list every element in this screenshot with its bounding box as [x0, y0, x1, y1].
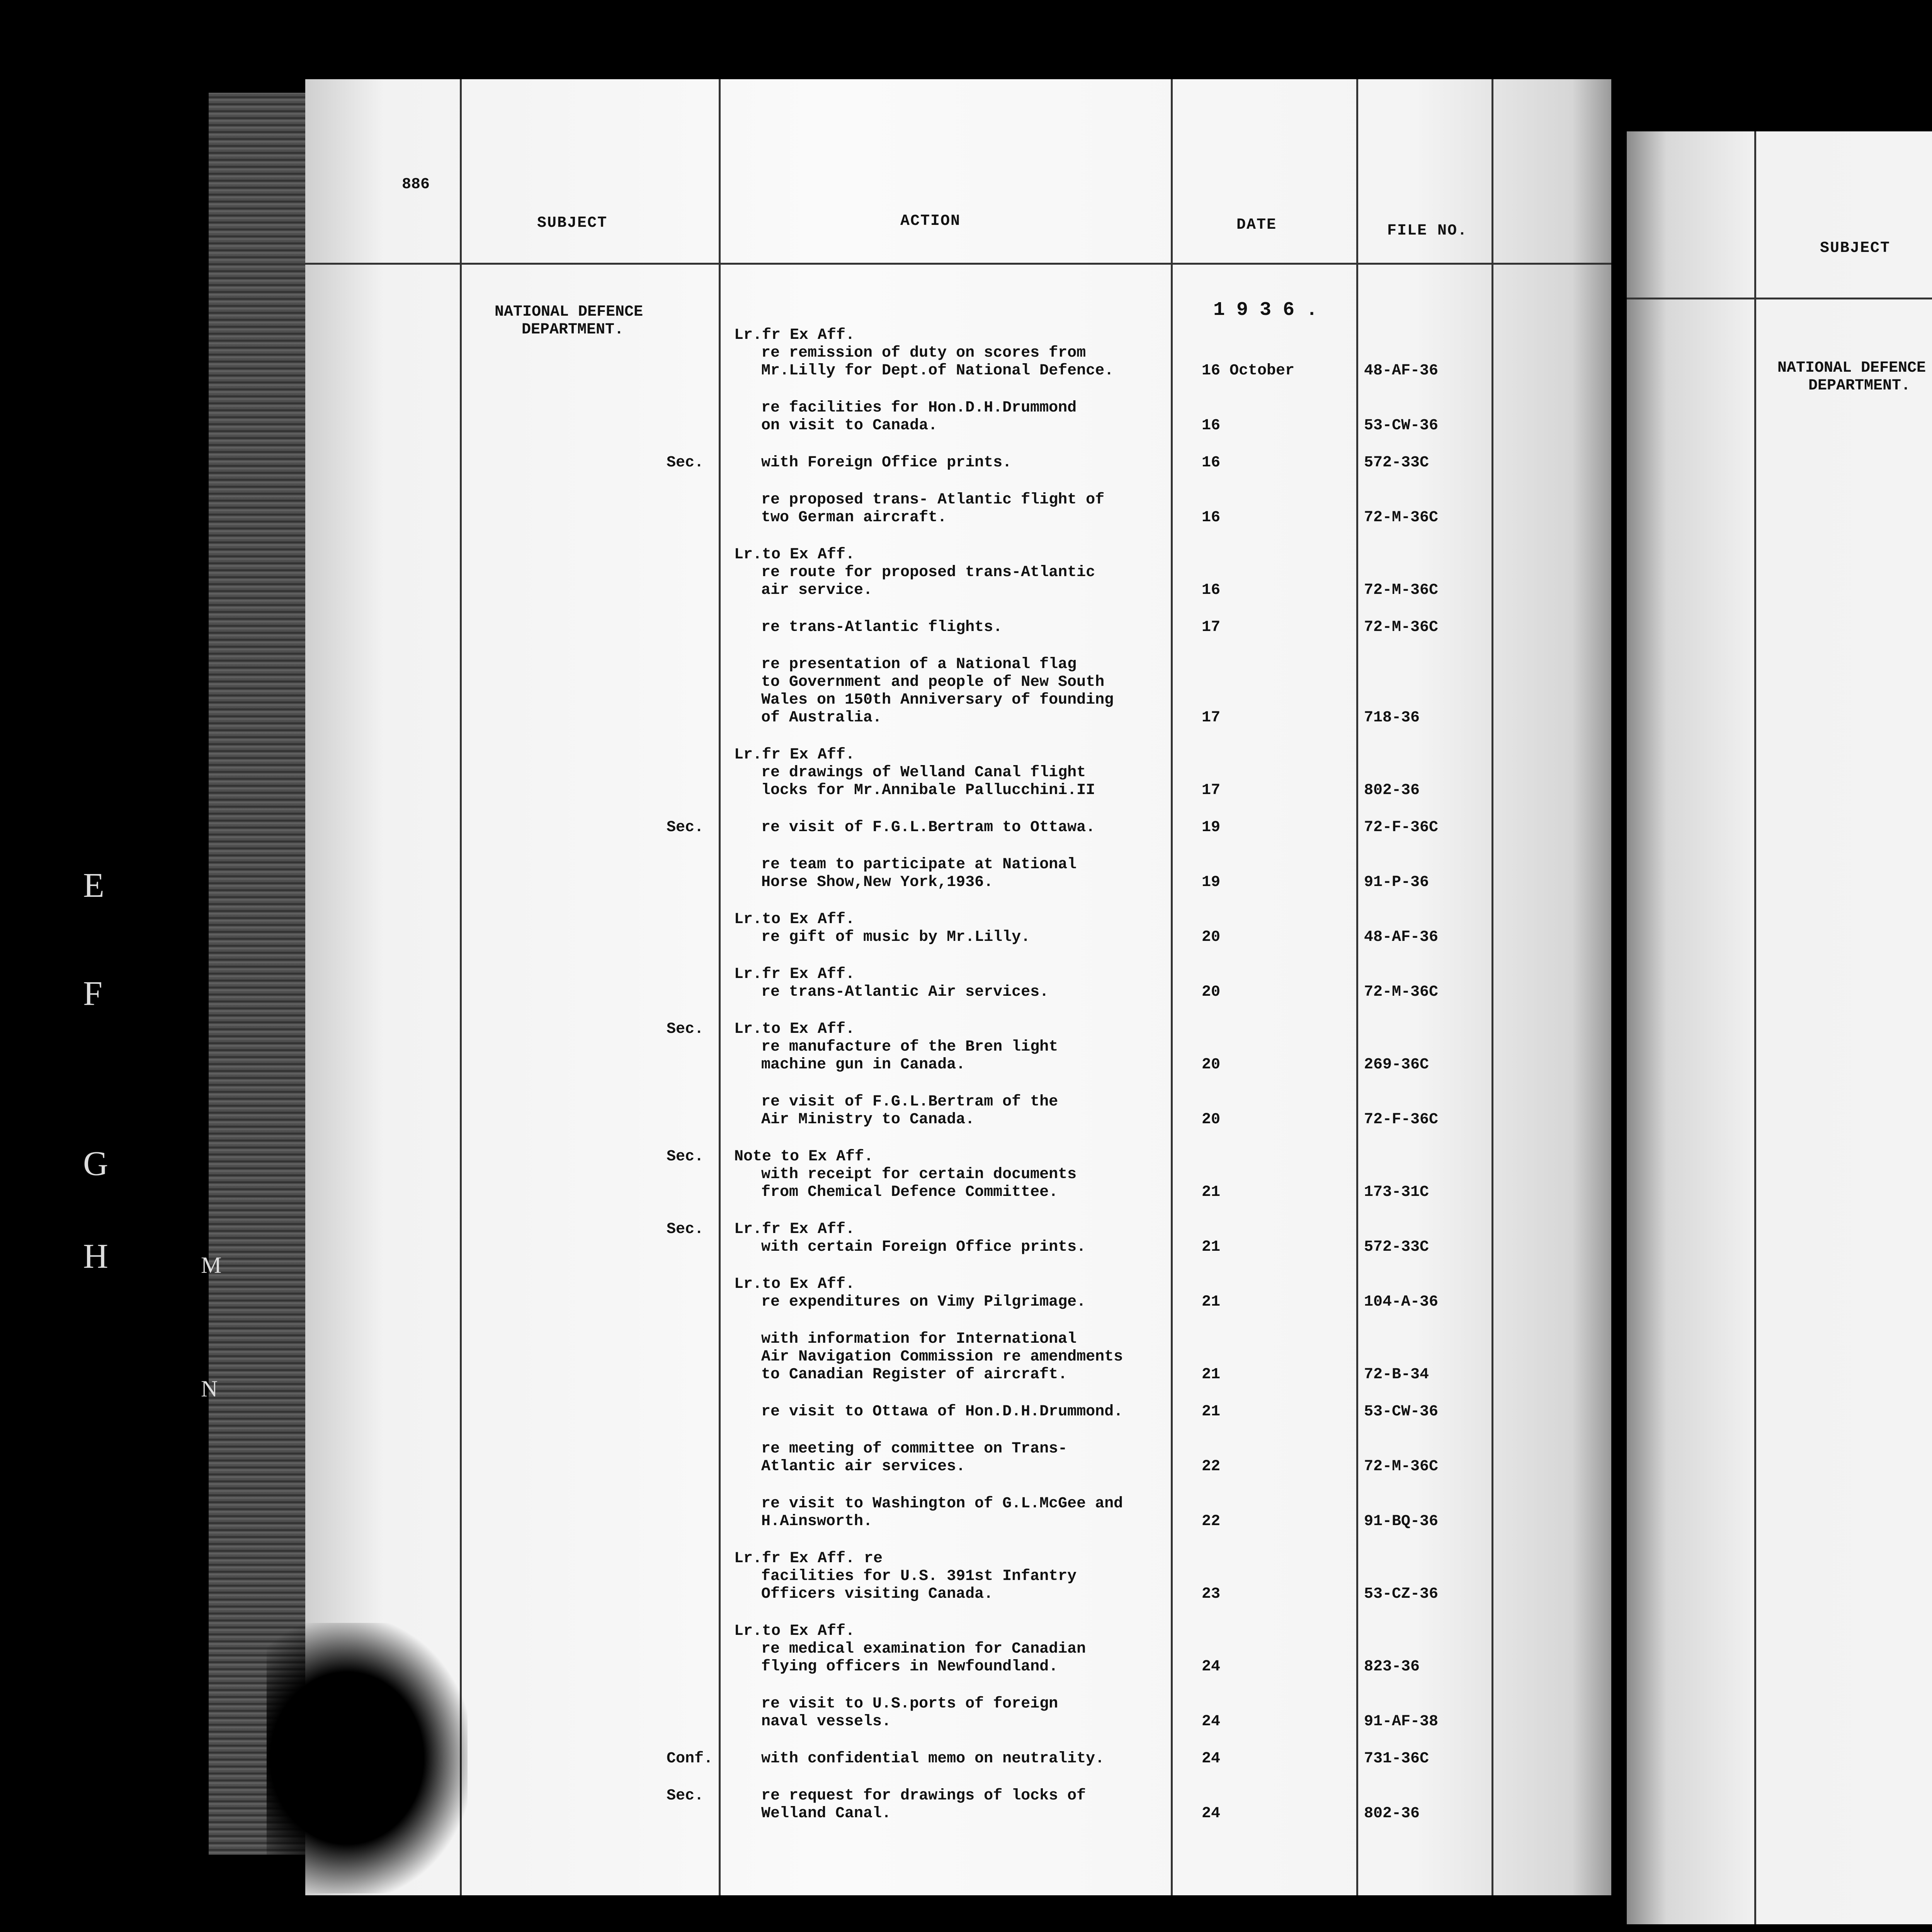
action-line: re route for proposed trans-Atlantic	[761, 564, 1095, 581]
action-line: re visit of F.G.L.Bertram of the	[761, 1093, 1058, 1111]
security-mark: Sec.	[667, 1221, 704, 1238]
action-line: re remission of duty on scores from	[761, 344, 1086, 362]
entry-file-no: 104-A-36	[1364, 1293, 1439, 1311]
header-date: DATE	[1236, 216, 1277, 234]
book-page-edges	[209, 93, 305, 1855]
action-line: of Australia.	[761, 709, 882, 726]
entry-date: 21	[1202, 1184, 1221, 1201]
action-line: re request for drawings of locks of	[761, 1787, 1086, 1804]
action-line: with Foreign Office prints.	[761, 454, 1012, 471]
entry-file-no: 72-M-36C	[1364, 509, 1439, 526]
entry-file-no: 53-CW-36	[1364, 1403, 1439, 1420]
action-line: Wales on 150th Anniversary of founding	[761, 691, 1114, 709]
entry-date: 17	[1202, 619, 1221, 636]
security-mark: Sec.	[667, 819, 704, 836]
action-line: re proposed trans- Atlantic flight of	[761, 491, 1105, 509]
header-file-no: FILE NO.	[1387, 222, 1468, 240]
action-line: Air Navigation Commission re amendments	[761, 1348, 1123, 1366]
action-line: re expenditures on Vimy Pilgrimage.	[761, 1293, 1086, 1311]
action-line: re facilities for Hon.D.H.Drummond	[761, 399, 1077, 417]
action-line: re trans-Atlantic flights.	[761, 619, 1003, 636]
action-line: to Government and people of New South	[761, 673, 1105, 691]
margin-letter: G	[83, 1145, 108, 1183]
action-line: Lr.to Ex Aff.	[734, 1622, 855, 1640]
action-line: re meeting of committee on Trans-	[761, 1440, 1068, 1458]
column-rule	[1171, 79, 1173, 1895]
entry-file-no: 72-M-36C	[1364, 1458, 1439, 1475]
action-line: facilities for U.S. 391st Infantry	[761, 1568, 1077, 1585]
action-line: Lr.fr Ex Aff.	[734, 746, 855, 764]
column-rule	[1492, 79, 1493, 1895]
action-line: Atlantic air services.	[761, 1458, 966, 1475]
margin-letter: H	[83, 1237, 108, 1276]
entry-file-no: 72-F-36C	[1364, 819, 1439, 836]
entry-date: 20	[1202, 1056, 1221, 1073]
left-ledger-page	[305, 79, 1611, 1895]
action-line: Lr.to Ex Aff.	[734, 1276, 855, 1293]
entry-file-no: 802-36	[1364, 1805, 1420, 1822]
entry-file-no: 802-36	[1364, 782, 1420, 799]
action-line: with receipt for certain documents	[761, 1166, 1077, 1183]
entry-date: 22	[1202, 1513, 1221, 1530]
entry-date: 24	[1202, 1805, 1221, 1822]
entry-date: 24	[1202, 1750, 1221, 1767]
entry-date: 16	[1202, 454, 1221, 471]
margin-letter: N	[201, 1376, 218, 1401]
action-line: with confidential memo on neutrality.	[761, 1750, 1105, 1767]
entry-file-no: 173-31C	[1364, 1184, 1429, 1201]
margin-letter: E	[83, 866, 104, 905]
action-line: Air Ministry to Canada.	[761, 1111, 975, 1128]
header-subject: SUBJECT	[1820, 240, 1891, 257]
entry-date: 16 October	[1202, 362, 1295, 379]
entry-file-no: 91-AF-38	[1364, 1713, 1439, 1730]
action-line: re visit to U.S.ports of foreign	[761, 1695, 1058, 1713]
action-line: re gift of music by Mr.Lilly.	[761, 929, 1031, 946]
entry-date: 24	[1202, 1713, 1221, 1730]
entry-date: 20	[1202, 983, 1221, 1001]
action-line: Lr.to Ex Aff.	[734, 546, 855, 563]
entry-file-no: 72-M-36C	[1364, 582, 1439, 599]
security-mark: Sec.	[667, 1148, 704, 1165]
header-rule	[305, 263, 1611, 265]
entry-file-no: 72-F-36C	[1364, 1111, 1439, 1128]
entry-file-no: 48-AF-36	[1364, 362, 1439, 379]
action-line: Officers visiting Canada.	[761, 1585, 993, 1603]
entry-file-no: 48-AF-36	[1364, 929, 1439, 946]
action-line: with certain Foreign Office prints.	[761, 1238, 1086, 1256]
entry-date: 19	[1202, 874, 1221, 891]
entry-file-no: 731-36C	[1364, 1750, 1429, 1767]
entry-file-no: 72-M-36C	[1364, 619, 1439, 636]
action-line: Lr.fr Ex Aff.	[734, 966, 855, 983]
entry-file-no: 572-33C	[1364, 1238, 1429, 1256]
action-line: machine gun in Canada.	[761, 1056, 966, 1073]
entry-file-no: 72-M-36C	[1364, 983, 1439, 1001]
entry-date: 22	[1202, 1458, 1221, 1475]
header-subject: SUBJECT	[537, 214, 608, 232]
action-line: re medical examination for Canadian	[761, 1640, 1086, 1658]
entry-date: 21	[1202, 1403, 1221, 1420]
entry-file-no: 718-36	[1364, 709, 1420, 726]
entry-date: 23	[1202, 1585, 1221, 1603]
action-line: air service.	[761, 582, 873, 599]
action-line: Lr.to Ex Aff.	[734, 911, 855, 928]
column-rule	[1356, 79, 1358, 1895]
action-line: re manufacture of the Bren light	[761, 1038, 1058, 1056]
entry-date: 20	[1202, 929, 1221, 946]
entry-file-no: 91-BQ-36	[1364, 1513, 1439, 1530]
action-line: two German aircraft.	[761, 509, 947, 526]
security-mark: Sec.	[667, 1787, 704, 1804]
header-action: ACTION	[900, 213, 961, 230]
security-mark: Sec.	[667, 454, 704, 471]
entry-date: 20	[1202, 1111, 1221, 1128]
header-rule	[1627, 298, 1932, 299]
column-rule	[719, 79, 721, 1895]
entry-file-no: 72-B-34	[1364, 1366, 1429, 1383]
entry-date: 19	[1202, 819, 1221, 836]
entry-file-no: 91-P-36	[1364, 874, 1429, 891]
entry-date: 16	[1202, 417, 1221, 434]
action-line: Mr.Lilly for Dept.of National Defence.	[761, 362, 1114, 379]
action-line: Lr.fr Ex Aff. re	[734, 1550, 883, 1567]
action-line: re team to participate at National	[761, 856, 1077, 873]
entry-date: 16	[1202, 582, 1221, 599]
thumb-shadow	[267, 1623, 468, 1893]
action-line: naval vessels.	[761, 1713, 891, 1730]
entry-date: 24	[1202, 1658, 1221, 1675]
entry-file-no: 823-36	[1364, 1658, 1420, 1675]
entry-date: 21	[1202, 1293, 1221, 1311]
entry-date: 16	[1202, 509, 1221, 526]
action-line: re visit of F.G.L.Bertram to Ottawa.	[761, 819, 1095, 836]
action-line: Welland Canal.	[761, 1805, 891, 1822]
entry-date: 21	[1202, 1366, 1221, 1383]
action-line: re trans-Atlantic Air services.	[761, 983, 1049, 1001]
action-line: Lr.fr Ex Aff.	[734, 327, 855, 344]
year: 1 9 3 6 .	[1213, 299, 1318, 321]
action-line: Horse Show,New York,1936.	[761, 874, 993, 891]
subject-line: DEPARTMENT.	[522, 321, 624, 338]
entry-file-no: 269-36C	[1364, 1056, 1429, 1073]
action-line: H.Ainsworth.	[761, 1513, 873, 1530]
action-line: re presentation of a National flag	[761, 656, 1077, 673]
entry-file-no: 53-CZ-36	[1364, 1585, 1439, 1603]
security-mark: Sec.	[667, 1020, 704, 1038]
action-line: Lr.to Ex Aff.	[734, 1020, 855, 1038]
action-line: Lr.fr Ex Aff.	[734, 1221, 855, 1238]
entry-file-no: 572-33C	[1364, 454, 1429, 471]
margin-letter: M	[201, 1252, 222, 1278]
action-line: re drawings of Welland Canal flight	[761, 764, 1086, 781]
right-ledger-page	[1627, 131, 1932, 1924]
action-line: from Chemical Defence Committee.	[761, 1184, 1058, 1201]
action-line: to Canadian Register of aircraft.	[761, 1366, 1068, 1383]
subject-line: NATIONAL DEFENCE	[495, 303, 643, 321]
entry-date: 17	[1202, 709, 1221, 726]
action-line: re visit to Ottawa of Hon.D.H.Drummond.	[761, 1403, 1123, 1420]
action-line: with information for International	[761, 1330, 1077, 1348]
margin-letter: F	[83, 975, 103, 1013]
subject-line: DEPARTMENT.	[1808, 377, 1911, 395]
action-line: locks for Mr.Annibale Pallucchini.II	[761, 782, 1095, 799]
entry-date: 17	[1202, 782, 1221, 799]
action-line: Note to Ex Aff.	[734, 1148, 874, 1165]
page-number: 886	[402, 176, 430, 193]
action-line: re visit to Washington of G.L.McGee and	[761, 1495, 1123, 1512]
entry-file-no: 53-CW-36	[1364, 417, 1439, 434]
action-line: flying officers in Newfoundland.	[761, 1658, 1058, 1675]
subject-line: NATIONAL DEFENCE	[1777, 359, 1926, 377]
action-line: on visit to Canada.	[761, 417, 938, 434]
security-mark: Conf.	[667, 1750, 713, 1767]
column-rule	[1754, 131, 1756, 1924]
entry-date: 21	[1202, 1238, 1221, 1256]
